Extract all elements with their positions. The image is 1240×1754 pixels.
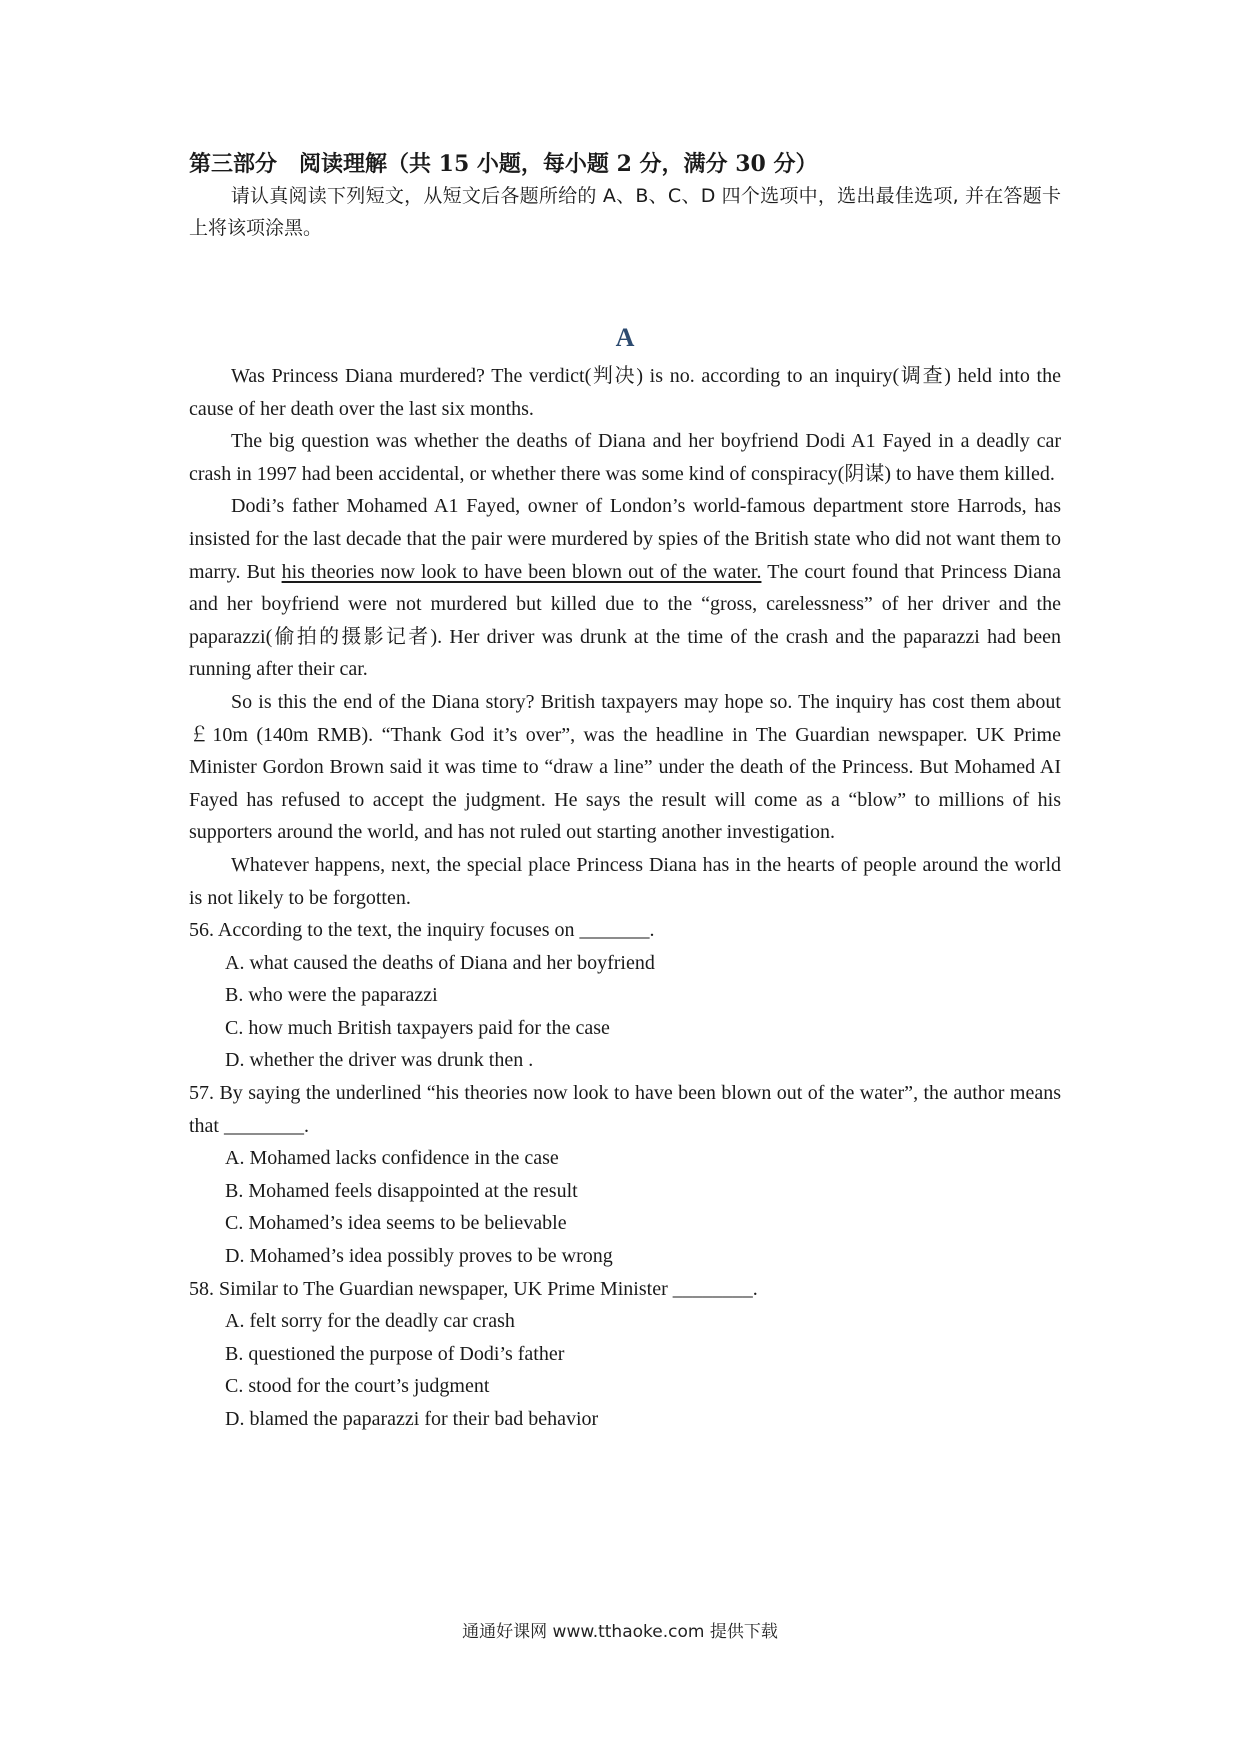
option-c: C. Mohamed’s idea seems to be believable	[225, 1212, 567, 1235]
paragraph-3-after: The court found that Princess Diana and her boyfriend were not murdered but killed due to the “gross, carelessness” of her driver and the paparazzi(偷拍的摄影记者). Her driver was drunk at the time of the crash and the paparazzi had been running after their car.	[189, 560, 1061, 681]
option-a: A. what caused the deaths of Diana and her boyfriend	[225, 951, 655, 974]
passage-paragraph-5: Whatever happens, next, the special place Princess Diana has in the hearts of people around the world is not likely to be forgotten.	[189, 853, 1061, 909]
option-c: C. how much British taxpayers paid for the case	[225, 1016, 610, 1039]
passage-paragraph-4: So is this the end of the Diana story? British taxpayers may hope so. The inquiry has cost them about ￡10m (140m RMB). “Thank God it’s over”, was the headline in The Guardian newspaper. UK Prime Minister Gordon Brown said it was time to “draw a line” under the death of the Princess. But Mohamed AI Fayed has refused to accept the judgment. He says the result will come as a “blow” to millions of his supporters around the world, and has not ruled out starting another investigation.	[189, 690, 1061, 844]
paragraph-3-before: Dodi’s father Mohamed A1 Fayed, owner of London’s world-famous department store Harrods, has insisted for the last decade that the pair were murdered by spies of the British state who did not want them to marry. But	[189, 495, 1061, 583]
page-footer: 通通好课网 www.tthaoke.com 提供下载	[462, 1622, 778, 1642]
exam-page	[189, 148, 1061, 1436]
section-instructions: 请认真阅读下列短文，从短文后各题所给的 A、B、C、D 四个选项中，选出最佳选项, 并在答题卡上将该项涂黑。	[189, 185, 1061, 239]
question-57	[189, 1077, 1061, 1273]
option-d: D. whether the driver was drunk then .	[225, 1049, 534, 1072]
question-stem: 56. According to the text, the inquiry focuses on _______.	[189, 919, 655, 942]
option-d: D. Mohamed’s idea possibly proves to be wrong	[225, 1245, 613, 1268]
question-stem: 57. By saying the underlined “his theories now look to have been blown out of the water”, the author means that ________.	[189, 1082, 1061, 1137]
option-d: D. blamed the paparazzi for their bad behavior	[225, 1408, 599, 1430]
option-c: C. stood for the court’s judgment	[225, 1375, 490, 1398]
option-a: A. felt sorry for the deadly car crash	[225, 1310, 515, 1333]
option-b: B. who were the paparazzi	[225, 984, 438, 1007]
passage-paragraph-1: Was Princess Diana murdered? The verdict(判决) is no. according to an inquiry(调查) held into the cause of her death over the last six months.	[189, 365, 1061, 420]
option-b: B. Mohamed feels disappointed at the result	[225, 1179, 578, 1202]
section-title: 第三部分 阅读理解（共 15 小题，每小题 2 分，满分 30 分）	[189, 151, 818, 177]
underlined-phrase: his theories now look to have been blown out of the water.	[281, 560, 762, 583]
question-58	[189, 1273, 1061, 1436]
passage-paragraph-2: The big question was whether the deaths of Diana and her boyfriend Dodi A1 Fayed in a deadly car crash in 1997 had been accidental, or whether there was some kind of conspiracy(阴谋) to have them killed.	[189, 430, 1061, 485]
option-a: A. Mohamed lacks confidence in the case	[225, 1147, 559, 1170]
passage-body	[189, 360, 1061, 914]
question-stem: 58. Similar to The Guardian newspaper, UK Prime Minister ________.	[189, 1277, 758, 1300]
passage-paragraph-3	[189, 490, 1061, 686]
question-56	[189, 914, 1061, 1077]
passage-heading: A	[615, 323, 635, 352]
option-b: B. questioned the purpose of Dodi’s father	[225, 1342, 565, 1365]
